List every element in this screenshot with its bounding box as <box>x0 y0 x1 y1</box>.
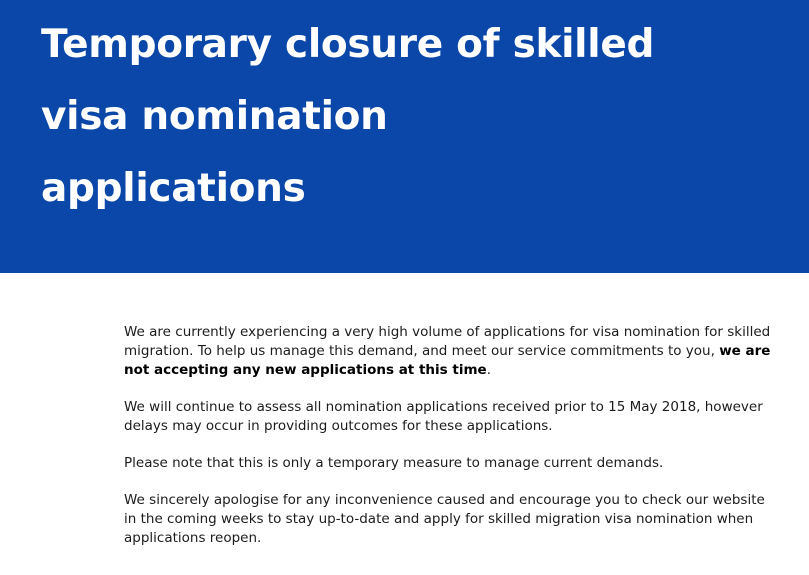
title-line-2: visa nomination <box>41 94 388 139</box>
notice-paragraph-1 <box>124 323 774 380</box>
hero-banner <box>0 0 809 273</box>
notice-body <box>124 323 774 566</box>
notice-p1-emphasis: we are not accepting any new applications at this time <box>124 343 771 378</box>
title-line-3: applications <box>41 166 306 211</box>
notice-p1-text: We are currently experiencing a very high volume of applications for visa nomination for skilled migration. To help us manage this demand, and meet our service commitments to you, <box>124 324 771 359</box>
notice-paragraph-2: We will continue to assess all nomination applications received prior to 15 May 2018, however delays may occur in providing outcomes for these applications. <box>124 399 763 434</box>
title-line-1: Temporary closure of skilled <box>41 22 655 67</box>
notice-p1-end: . <box>486 362 491 378</box>
page-title <box>41 9 761 225</box>
notice-paragraph-3: Please note that this is only a temporary measure to manage current demands. <box>124 455 664 471</box>
notice-paragraph-4: We sincerely apologise for any inconvenience caused and encourage you to check our website in the coming weeks to stay up-to-date and apply for skilled migration visa nomination when applications reopen. <box>124 492 765 546</box>
